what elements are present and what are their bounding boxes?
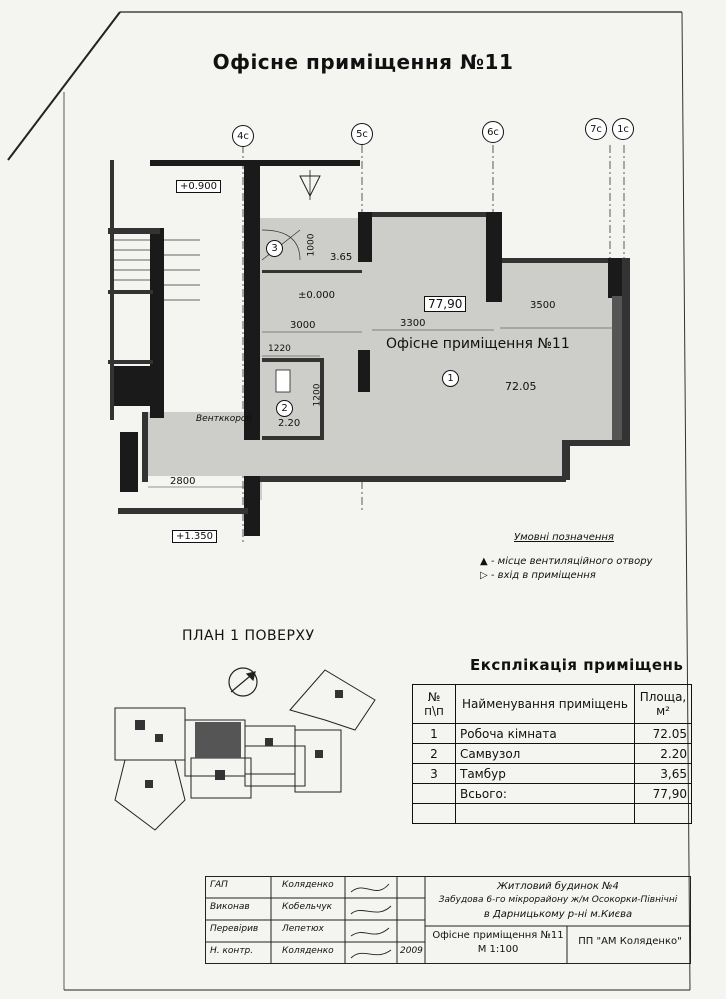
total-area-box: 77,90 [424, 296, 466, 312]
legend-title: Умовні позначення [514, 532, 614, 543]
dimension-3500: 3500 [530, 300, 556, 311]
row-area: 77,90 [635, 784, 692, 804]
dimension-1200: 1200 [312, 383, 323, 407]
stamp-name-2: Кобельчук [282, 902, 333, 912]
axis-marker-1c: 1c [612, 118, 634, 140]
explication-header-row [413, 685, 692, 724]
row-name: Самвузол [456, 744, 635, 764]
dimension-1000: 1000 [306, 233, 317, 257]
table-row-total [413, 784, 692, 804]
header-num: № п\п [413, 685, 456, 724]
stamp-year: 2009 [400, 946, 423, 956]
level-mark-0000: ±0.000 [298, 290, 336, 301]
axis-marker-4c: 4c [232, 125, 254, 147]
header-name: Найменування приміщень [456, 685, 635, 724]
axis-marker-6c: 6c [482, 121, 504, 143]
key-plan-drawing [95, 650, 395, 840]
row-area: 2.20 [635, 744, 692, 764]
legend-item-vent [480, 556, 652, 567]
row-name: Робоча кімната [456, 724, 635, 744]
legend-entrance-text: - вхід в приміщення [490, 570, 596, 581]
row-name: Тамбур [456, 764, 635, 784]
row-num: 2 [413, 744, 456, 764]
row-area: 72.05 [635, 724, 692, 744]
page-title: Офісне приміщення №11 [212, 50, 514, 74]
stamp-name-4: Коляденко [282, 946, 334, 956]
row-num: 3 [413, 764, 456, 784]
stamp-role-4: Н. контр. [210, 946, 254, 956]
ventkorob-label: Вентккороб [196, 414, 252, 424]
row-area: 3,65 [635, 764, 692, 784]
stamp-name-3: Лепетюх [282, 924, 324, 934]
room-2-marker: 2 [276, 400, 293, 417]
project-line-2: Забудова 6-го мікрорайону ж/м Осокорки-Північні [438, 895, 678, 905]
room-1-marker: 1 [442, 370, 459, 387]
level-mark-1350: +1.350 [172, 530, 217, 543]
dimension-3000: 3000 [290, 320, 316, 331]
floor-plan-title: ПЛАН 1 ПОВЕРХУ [182, 628, 315, 644]
entrance-arrow-icon: ▷ [480, 570, 488, 581]
stamp-name-1: Коляденко [282, 880, 334, 890]
row-num: 1 [413, 724, 456, 744]
stamp-role-2: Виконав [210, 902, 250, 912]
dimension-2800: 2800 [170, 476, 196, 487]
stamp-role-3: Перевірив [210, 924, 259, 934]
explication-table [412, 684, 692, 824]
stamp-role-1: ГАП [210, 880, 228, 890]
row-num [413, 784, 456, 804]
header-area: Площа, м² [635, 685, 692, 724]
stamp-company: ПП "АМ Коляденко" [578, 936, 682, 947]
project-line-1: Житловий будинок №4 [497, 881, 619, 892]
legend-vent-text: - місце вентиляційного отвору [490, 556, 653, 567]
axis-marker-5c: 5c [351, 123, 373, 145]
room-2-area: 2.20 [278, 418, 301, 429]
dimension-3300: 3300 [400, 318, 426, 329]
row-name: Всього: [456, 784, 635, 804]
table-row [413, 724, 692, 744]
axis-marker-7c: 7c [585, 118, 607, 140]
table-row [413, 764, 692, 784]
explication-title: Експлікація приміщень [470, 656, 684, 674]
room-3-marker: 3 [266, 240, 283, 257]
room-3-area: 3.65 [330, 252, 353, 263]
table-row [413, 744, 692, 764]
vent-triangle-icon: ▲ [480, 556, 488, 567]
stamp-sheet-name: Офісне приміщення №11 [432, 930, 564, 941]
room-1-area: 72.05 [505, 380, 537, 393]
level-mark-0900: +0.900 [176, 180, 221, 193]
dimension-1220: 1220 [268, 344, 291, 354]
legend-item-entrance [480, 570, 596, 581]
project-line-3: в Дарницькому р-ні м.Києва [483, 909, 633, 920]
stamp-scale: М 1:100 [477, 944, 519, 955]
plan-room-name: Офісне приміщення №11 [386, 336, 570, 352]
table-row-empty [413, 804, 692, 824]
